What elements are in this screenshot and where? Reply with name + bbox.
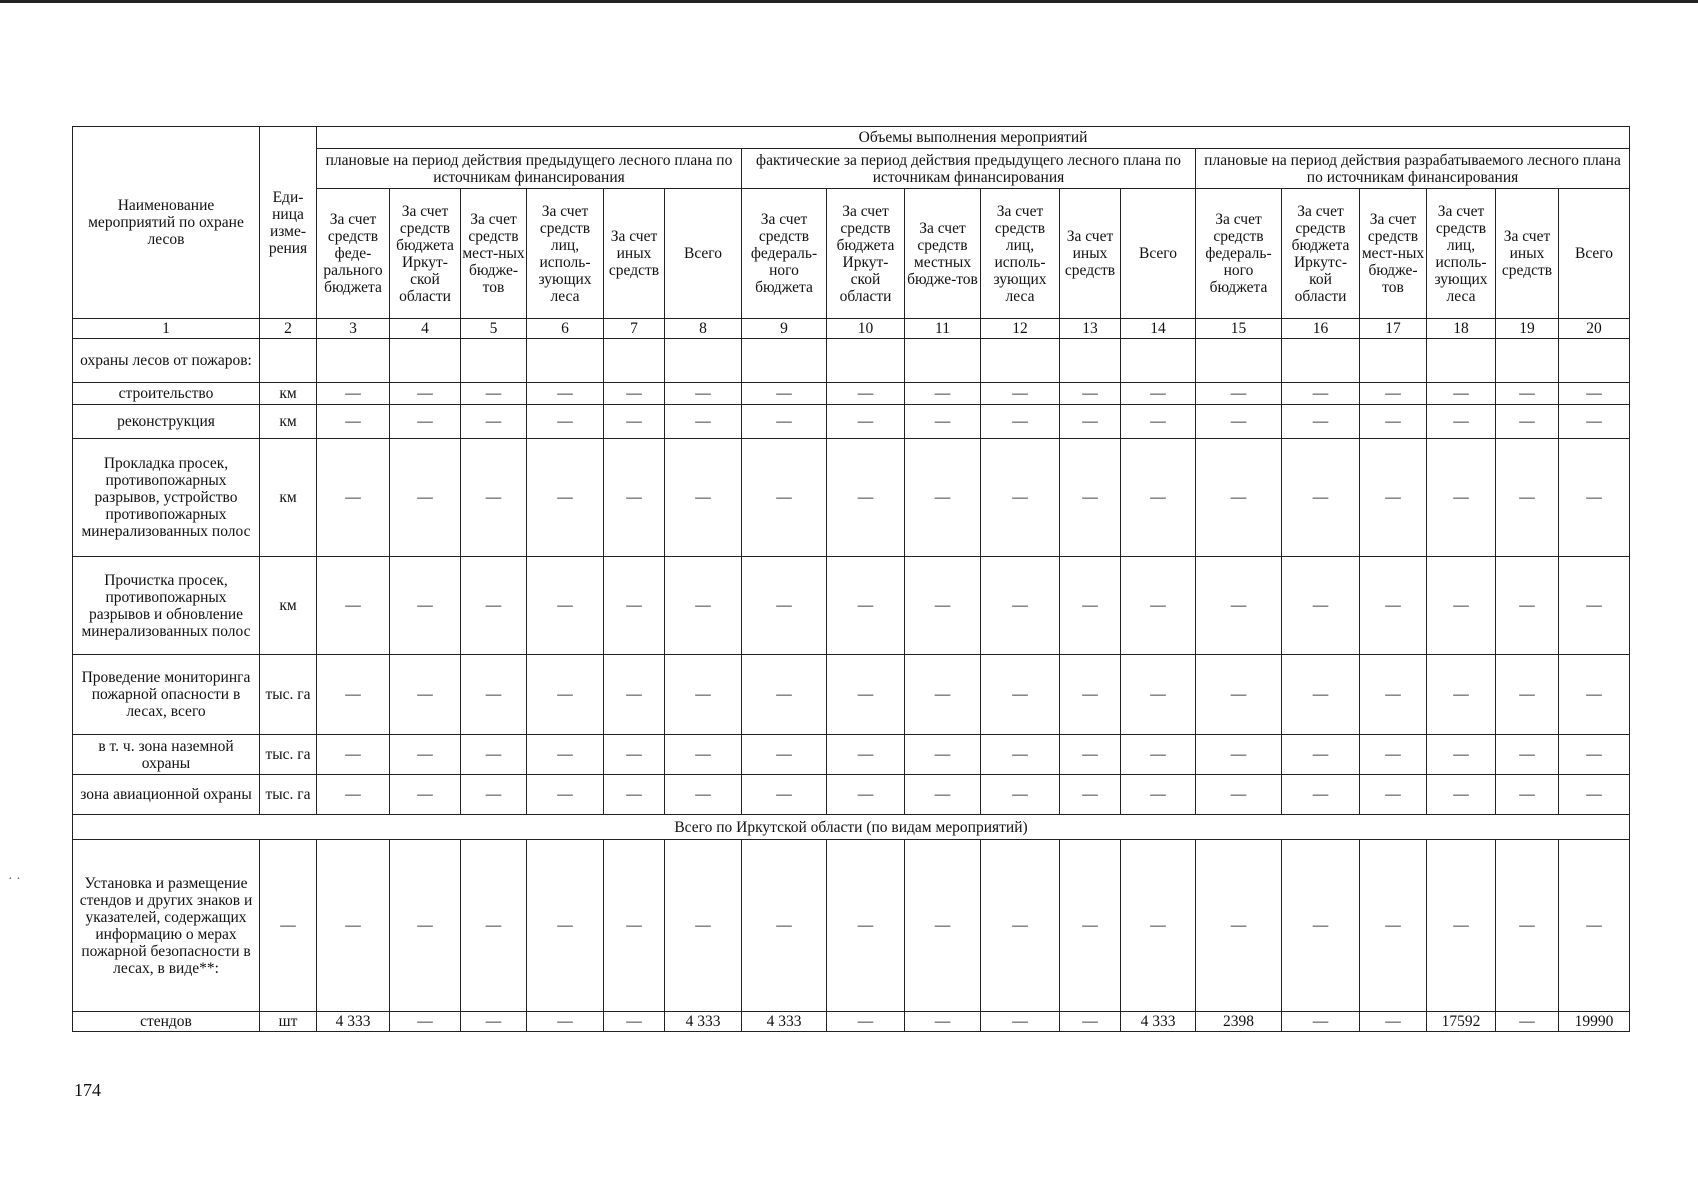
subheader-cell: За счет средств лиц, исполь-зующих леса: [1427, 189, 1496, 319]
table-row: [73, 840, 1630, 1012]
value-cell: —: [527, 439, 604, 557]
value-cell: —: [905, 1012, 981, 1032]
value-cell: —: [317, 655, 390, 735]
value-cell: —: [390, 557, 461, 655]
column-number: 17: [1360, 319, 1427, 339]
value-cell: —: [905, 405, 981, 439]
value-cell: —: [1196, 735, 1282, 775]
value-cell: —: [1559, 840, 1630, 1012]
value-cell: —: [390, 840, 461, 1012]
value-cell: —: [1427, 557, 1496, 655]
column-number: 14: [1121, 319, 1196, 339]
value-cell: [1282, 339, 1360, 383]
value-cell: —: [1196, 775, 1282, 815]
value-cell: —: [905, 439, 981, 557]
value-cell: —: [827, 439, 905, 557]
row-name: зона авиационной охраны: [73, 775, 260, 815]
value-cell: —: [742, 655, 827, 735]
header-volumes: Объемы выполнения мероприятий: [317, 127, 1630, 149]
row-unit: км: [260, 439, 317, 557]
value-cell: —: [527, 557, 604, 655]
value-cell: —: [1427, 735, 1496, 775]
column-number: 4: [390, 319, 461, 339]
value-cell: —: [665, 735, 742, 775]
column-number: 5: [461, 319, 527, 339]
header-group-planned-prev: плановые на период действия предыдущего лесного плана по источникам финансирования: [317, 149, 742, 189]
value-cell: —: [527, 655, 604, 735]
header-group-planned-new: плановые на период действия разрабатываемого лесного плана по источникам финансирования: [1196, 149, 1630, 189]
column-number: 2: [260, 319, 317, 339]
value-cell: —: [1427, 405, 1496, 439]
column-number: 13: [1060, 319, 1121, 339]
row-name: стендов: [73, 1012, 260, 1032]
value-cell: —: [827, 655, 905, 735]
value-cell: —: [665, 439, 742, 557]
value-cell: —: [1360, 735, 1427, 775]
table-row: [73, 383, 1630, 405]
scan-mark: · ·: [8, 872, 21, 887]
value-cell: —: [905, 557, 981, 655]
value-cell: [1121, 339, 1196, 383]
value-cell: —: [827, 405, 905, 439]
value-cell: —: [665, 655, 742, 735]
value-cell: —: [461, 735, 527, 775]
value-cell: —: [1282, 840, 1360, 1012]
value-cell: —: [461, 655, 527, 735]
section-title: Всего по Иркутской области (по видам мероприятий): [73, 815, 1630, 840]
value-cell: —: [1360, 405, 1427, 439]
value-cell: —: [1360, 439, 1427, 557]
value-cell: —: [1196, 840, 1282, 1012]
value-cell: —: [1282, 1012, 1360, 1032]
row-name: реконструкция: [73, 405, 260, 439]
value-cell: —: [317, 840, 390, 1012]
subheader-cell: За счет средств мест-ных бюдже-тов: [461, 189, 527, 319]
value-cell: —: [1060, 735, 1121, 775]
value-cell: —: [317, 383, 390, 405]
row-unit: тыс. га: [260, 775, 317, 815]
value-cell: —: [1559, 383, 1630, 405]
value-cell: —: [1060, 439, 1121, 557]
value-cell: —: [1060, 405, 1121, 439]
value-cell: 4 333: [1121, 1012, 1196, 1032]
forest-protection-table: [72, 126, 1630, 1032]
value-cell: —: [981, 557, 1060, 655]
row-unit: км: [260, 557, 317, 655]
subheader-cell: Всего: [1559, 189, 1630, 319]
value-cell: —: [317, 735, 390, 775]
value-cell: —: [665, 775, 742, 815]
value-cell: —: [461, 840, 527, 1012]
subheader-cell: За счет средств бюджета Иркутс-кой области: [1282, 189, 1360, 319]
value-cell: —: [1196, 383, 1282, 405]
value-cell: [905, 339, 981, 383]
column-number: 9: [742, 319, 827, 339]
value-cell: —: [1559, 557, 1630, 655]
value-cell: —: [604, 439, 665, 557]
value-cell: —: [390, 735, 461, 775]
column-number: 18: [1427, 319, 1496, 339]
value-cell: [1360, 339, 1427, 383]
value-cell: —: [1427, 775, 1496, 815]
value-cell: —: [1496, 655, 1559, 735]
row-name: Прокладка просек, противопожарных разрывов, устройство противопожарных минерализованных полос: [73, 439, 260, 557]
value-cell: —: [317, 775, 390, 815]
subheader-cell: За счет иных средств: [604, 189, 665, 319]
value-cell: —: [742, 735, 827, 775]
value-cell: —: [527, 383, 604, 405]
value-cell: —: [1427, 383, 1496, 405]
column-number: 6: [527, 319, 604, 339]
value-cell: —: [1060, 775, 1121, 815]
column-number: 10: [827, 319, 905, 339]
value-cell: —: [1559, 655, 1630, 735]
value-cell: —: [1360, 1012, 1427, 1032]
subheader-cell: За счет средств лиц, исполь-зующих леса: [527, 189, 604, 319]
column-number: 19: [1496, 319, 1559, 339]
value-cell: —: [390, 405, 461, 439]
table-row: [73, 557, 1630, 655]
table-row: [73, 405, 1630, 439]
value-cell: —: [665, 405, 742, 439]
value-cell: —: [461, 439, 527, 557]
value-cell: —: [1559, 735, 1630, 775]
subheader-cell: За счет средств бюджета Иркут-ской области: [827, 189, 905, 319]
value-cell: —: [1427, 840, 1496, 1012]
value-cell: —: [1060, 557, 1121, 655]
column-number: 1: [73, 319, 260, 339]
value-cell: —: [1559, 439, 1630, 557]
value-cell: —: [981, 655, 1060, 735]
value-cell: —: [1496, 735, 1559, 775]
subheader-cell: За счет средств бюджета Иркут-ской области: [390, 189, 461, 319]
value-cell: —: [390, 655, 461, 735]
row-unit: тыс. га: [260, 655, 317, 735]
subheader-cell: Всего: [1121, 189, 1196, 319]
value-cell: —: [317, 557, 390, 655]
value-cell: —: [981, 1012, 1060, 1032]
subheader-cell: Всего: [665, 189, 742, 319]
value-cell: —: [1496, 383, 1559, 405]
value-cell: —: [1121, 735, 1196, 775]
value-cell: —: [827, 383, 905, 405]
value-cell: —: [461, 1012, 527, 1032]
value-cell: —: [461, 557, 527, 655]
value-cell: —: [1060, 1012, 1121, 1032]
value-cell: —: [317, 405, 390, 439]
value-cell: —: [1496, 775, 1559, 815]
value-cell: —: [742, 840, 827, 1012]
value-cell: —: [665, 383, 742, 405]
value-cell: —: [1121, 655, 1196, 735]
value-cell: 17592: [1427, 1012, 1496, 1032]
value-cell: —: [1196, 557, 1282, 655]
value-cell: —: [317, 439, 390, 557]
value-cell: [1496, 339, 1559, 383]
value-cell: [665, 339, 742, 383]
value-cell: —: [390, 439, 461, 557]
row-unit: шт: [260, 1012, 317, 1032]
value-cell: —: [827, 557, 905, 655]
value-cell: —: [742, 439, 827, 557]
table-row: [73, 1012, 1630, 1032]
value-cell: [1559, 339, 1630, 383]
value-cell: —: [665, 557, 742, 655]
value-cell: —: [604, 557, 665, 655]
value-cell: [390, 339, 461, 383]
value-cell: —: [1360, 557, 1427, 655]
value-cell: [1427, 339, 1496, 383]
value-cell: —: [527, 840, 604, 1012]
row-name: Прочистка просек, противопожарных разрывов и обновление минерализованных полос: [73, 557, 260, 655]
value-cell: —: [742, 557, 827, 655]
value-cell: —: [981, 439, 1060, 557]
value-cell: —: [1360, 840, 1427, 1012]
header-name: Наименование мероприятий по охране лесов: [73, 127, 260, 319]
row-name: Проведение мониторинга пожарной опасности в лесах, всего: [73, 655, 260, 735]
value-cell: 2398: [1196, 1012, 1282, 1032]
value-cell: [742, 339, 827, 383]
column-number: 12: [981, 319, 1060, 339]
value-cell: —: [390, 775, 461, 815]
value-cell: 4 333: [742, 1012, 827, 1032]
value-cell: [604, 339, 665, 383]
value-cell: —: [1196, 405, 1282, 439]
row-name: Установка и размещение стендов и других знаков и указателей, содержащих информацию о мерах пожарной безопасности в лесах, в виде**:: [73, 840, 260, 1012]
value-cell: —: [905, 383, 981, 405]
value-cell: —: [981, 840, 1060, 1012]
value-cell: —: [1121, 775, 1196, 815]
table-row: [73, 735, 1630, 775]
value-cell: —: [604, 735, 665, 775]
column-number: 7: [604, 319, 665, 339]
value-cell: 4 333: [665, 1012, 742, 1032]
row-unit: км: [260, 383, 317, 405]
page-number: 174: [74, 1080, 101, 1100]
value-cell: —: [604, 775, 665, 815]
value-cell: —: [1282, 383, 1360, 405]
value-cell: —: [1282, 557, 1360, 655]
value-cell: [317, 339, 390, 383]
row-unit: [260, 339, 317, 383]
value-cell: —: [827, 775, 905, 815]
value-cell: [827, 339, 905, 383]
value-cell: —: [905, 840, 981, 1012]
row-name: в т. ч. зона наземной охраны: [73, 735, 260, 775]
row-name: охраны лесов от пожаров:: [73, 339, 260, 383]
value-cell: —: [1121, 439, 1196, 557]
value-cell: —: [604, 383, 665, 405]
column-number: 11: [905, 319, 981, 339]
row-unit: км: [260, 405, 317, 439]
column-number: 15: [1196, 319, 1282, 339]
value-cell: 19990: [1559, 1012, 1630, 1032]
column-number: 16: [1282, 319, 1360, 339]
value-cell: —: [827, 1012, 905, 1032]
value-cell: —: [1496, 1012, 1559, 1032]
table-row: [73, 775, 1630, 815]
value-cell: —: [390, 1012, 461, 1032]
value-cell: [527, 339, 604, 383]
subheader-cell: За счет иных средств: [1496, 189, 1559, 319]
value-cell: —: [1282, 439, 1360, 557]
subheader-cell: За счет средств лиц, исполь-зующих леса: [981, 189, 1060, 319]
value-cell: —: [742, 405, 827, 439]
value-cell: —: [1060, 383, 1121, 405]
header-unit: Еди-ница изме-рения: [260, 127, 317, 319]
value-cell: —: [1360, 655, 1427, 735]
value-cell: —: [1427, 439, 1496, 557]
value-cell: —: [1121, 557, 1196, 655]
subheader-cell: За счет иных средств: [1060, 189, 1121, 319]
value-cell: —: [665, 840, 742, 1012]
value-cell: —: [461, 383, 527, 405]
table-row: [73, 655, 1630, 735]
value-cell: [1196, 339, 1282, 383]
column-number: 20: [1559, 319, 1630, 339]
value-cell: —: [1496, 840, 1559, 1012]
value-cell: —: [1060, 655, 1121, 735]
value-cell: —: [1121, 840, 1196, 1012]
value-cell: —: [1196, 655, 1282, 735]
column-number: 8: [665, 319, 742, 339]
header-group-actual-prev: фактические за период действия предыдущего лесного плана по источникам финансирования: [742, 149, 1196, 189]
value-cell: —: [981, 775, 1060, 815]
value-cell: —: [461, 405, 527, 439]
value-cell: —: [604, 1012, 665, 1032]
row-unit: —: [260, 840, 317, 1012]
value-cell: —: [527, 1012, 604, 1032]
value-cell: —: [1559, 775, 1630, 815]
value-cell: —: [905, 735, 981, 775]
value-cell: [981, 339, 1060, 383]
subheader-cell: За счет средств мест-ных бюдже-тов: [1360, 189, 1427, 319]
row-unit: тыс. га: [260, 735, 317, 775]
value-cell: [461, 339, 527, 383]
subheader-cell: За счет средств федераль-ного бюджета: [1196, 189, 1282, 319]
value-cell: —: [1282, 655, 1360, 735]
value-cell: —: [461, 775, 527, 815]
table-row: [73, 339, 1630, 383]
value-cell: —: [1121, 383, 1196, 405]
table-row: [73, 439, 1630, 557]
value-cell: —: [1496, 557, 1559, 655]
value-cell: —: [604, 840, 665, 1012]
value-cell: —: [1559, 405, 1630, 439]
value-cell: —: [1060, 840, 1121, 1012]
value-cell: —: [981, 383, 1060, 405]
value-cell: —: [527, 735, 604, 775]
value-cell: —: [981, 405, 1060, 439]
value-cell: —: [1427, 655, 1496, 735]
value-cell: —: [742, 775, 827, 815]
value-cell: —: [1282, 735, 1360, 775]
row-name: строительство: [73, 383, 260, 405]
value-cell: —: [1121, 405, 1196, 439]
scan-top-edge: [0, 0, 1698, 3]
subheader-cell: За счет средств местных бюдже-тов: [905, 189, 981, 319]
value-cell: —: [905, 655, 981, 735]
value-cell: —: [1496, 439, 1559, 557]
value-cell: —: [527, 405, 604, 439]
value-cell: —: [1282, 405, 1360, 439]
value-cell: —: [742, 383, 827, 405]
value-cell: —: [905, 775, 981, 815]
value-cell: —: [1360, 383, 1427, 405]
value-cell: —: [1196, 439, 1282, 557]
value-cell: [1060, 339, 1121, 383]
value-cell: —: [827, 735, 905, 775]
value-cell: —: [981, 735, 1060, 775]
value-cell: —: [1496, 405, 1559, 439]
subheader-cell: За счет средств федераль-ного бюджета: [742, 189, 827, 319]
value-cell: —: [604, 405, 665, 439]
value-cell: —: [1282, 775, 1360, 815]
value-cell: —: [527, 775, 604, 815]
value-cell: —: [390, 383, 461, 405]
column-number: 3: [317, 319, 390, 339]
value-cell: 4 333: [317, 1012, 390, 1032]
subheader-cell: За счет средств феде-рального бюджета: [317, 189, 390, 319]
value-cell: —: [604, 655, 665, 735]
value-cell: —: [827, 840, 905, 1012]
value-cell: —: [1360, 775, 1427, 815]
